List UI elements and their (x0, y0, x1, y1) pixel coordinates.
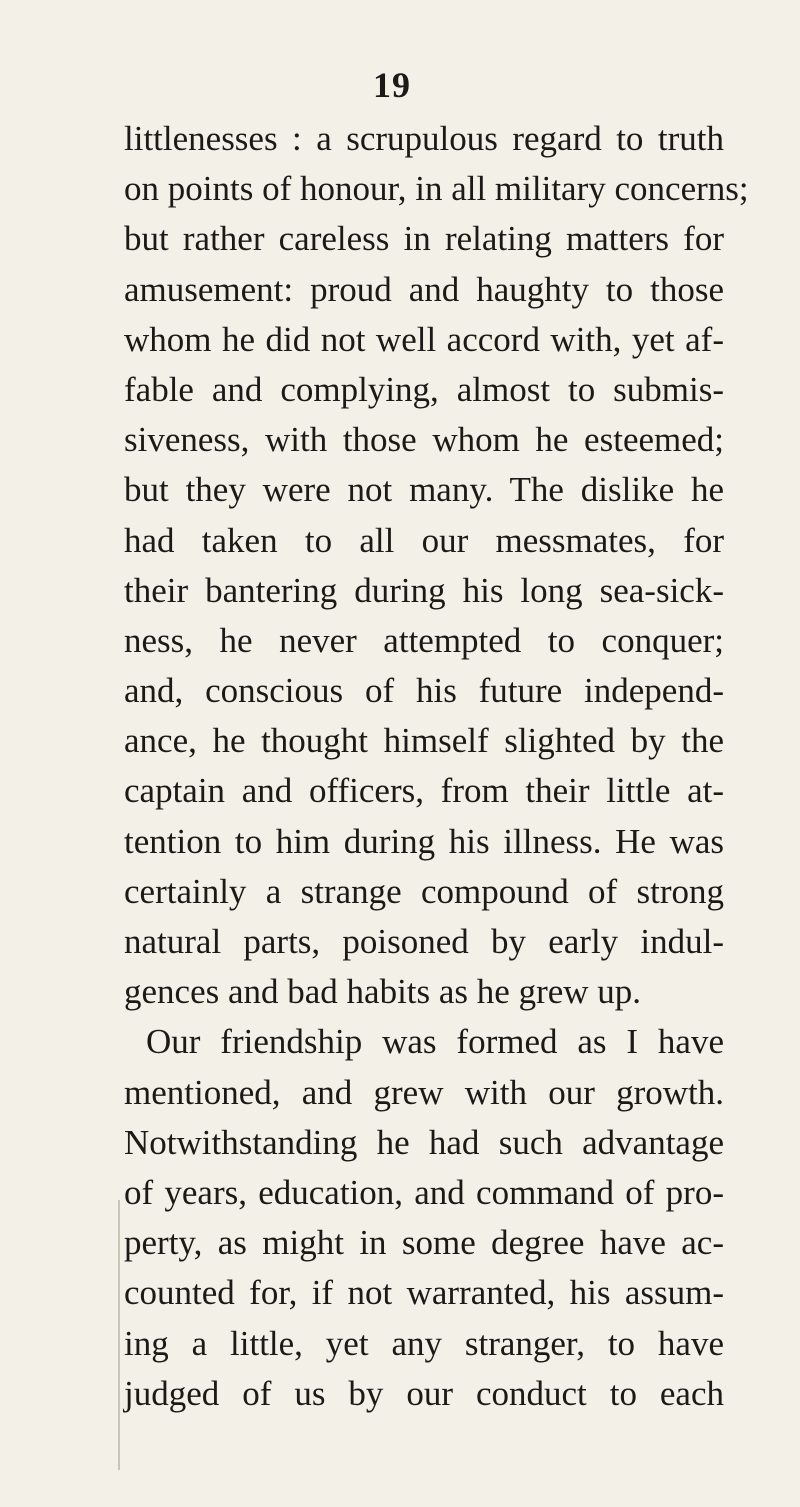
text-line: whom he did not well accord with, yet af- (124, 319, 724, 359)
text-line: of years, education, and command of pro- (124, 1172, 724, 1212)
paragraph-first-line: Our friendship was formed as I have (146, 1022, 724, 1062)
text-line: tention to him during his illness. He was (124, 821, 724, 861)
body-text (124, 114, 749, 1419)
text-line: ness, he never attempted to conquer; (124, 620, 724, 660)
text-line: perty, as might in some degree have ac- (124, 1223, 724, 1263)
text-line: gences and bad habits as he grew up. (124, 972, 642, 1012)
text-line: and, conscious of his future independ- (124, 671, 724, 711)
page-number: 19 (373, 65, 411, 105)
text-line: ance, he thought himself slighted by the (124, 721, 724, 761)
text-line: Notwithstanding he had such advantage (124, 1122, 724, 1162)
text-line: mentioned, and grew with our growth. (124, 1072, 724, 1112)
text-line: counted for, if not warranted, his assum- (124, 1273, 724, 1313)
text-line: siveness, with those whom he esteemed; (124, 420, 724, 460)
text-line: their bantering during his long sea-sick- (124, 570, 724, 610)
text-line: fable and complying, almost to submis- (124, 369, 724, 409)
text-line: natural parts, poisoned by early indul- (124, 922, 724, 961)
text-line: amusement: proud and haughty to those (124, 269, 724, 309)
text-line: had taken to all our messmates, for (124, 520, 724, 560)
text-line: judged of us by our conduct to each (124, 1373, 724, 1413)
text-line: ing a little, yet any stranger, to have (124, 1323, 724, 1363)
text-line: certainly a strange compound of strong (124, 871, 724, 911)
page-edge-shadow (118, 1200, 120, 1470)
text-line: but rather careless in relating matters for (124, 219, 724, 259)
text-line: captain and officers, from their little at- (124, 771, 724, 811)
text-line: but they were not many. The dislike he (124, 470, 724, 510)
text-line: littlenesses : a scrupulous regard to truth (124, 119, 724, 158)
text-line: on points of honour, in all military concerns; (124, 169, 749, 209)
